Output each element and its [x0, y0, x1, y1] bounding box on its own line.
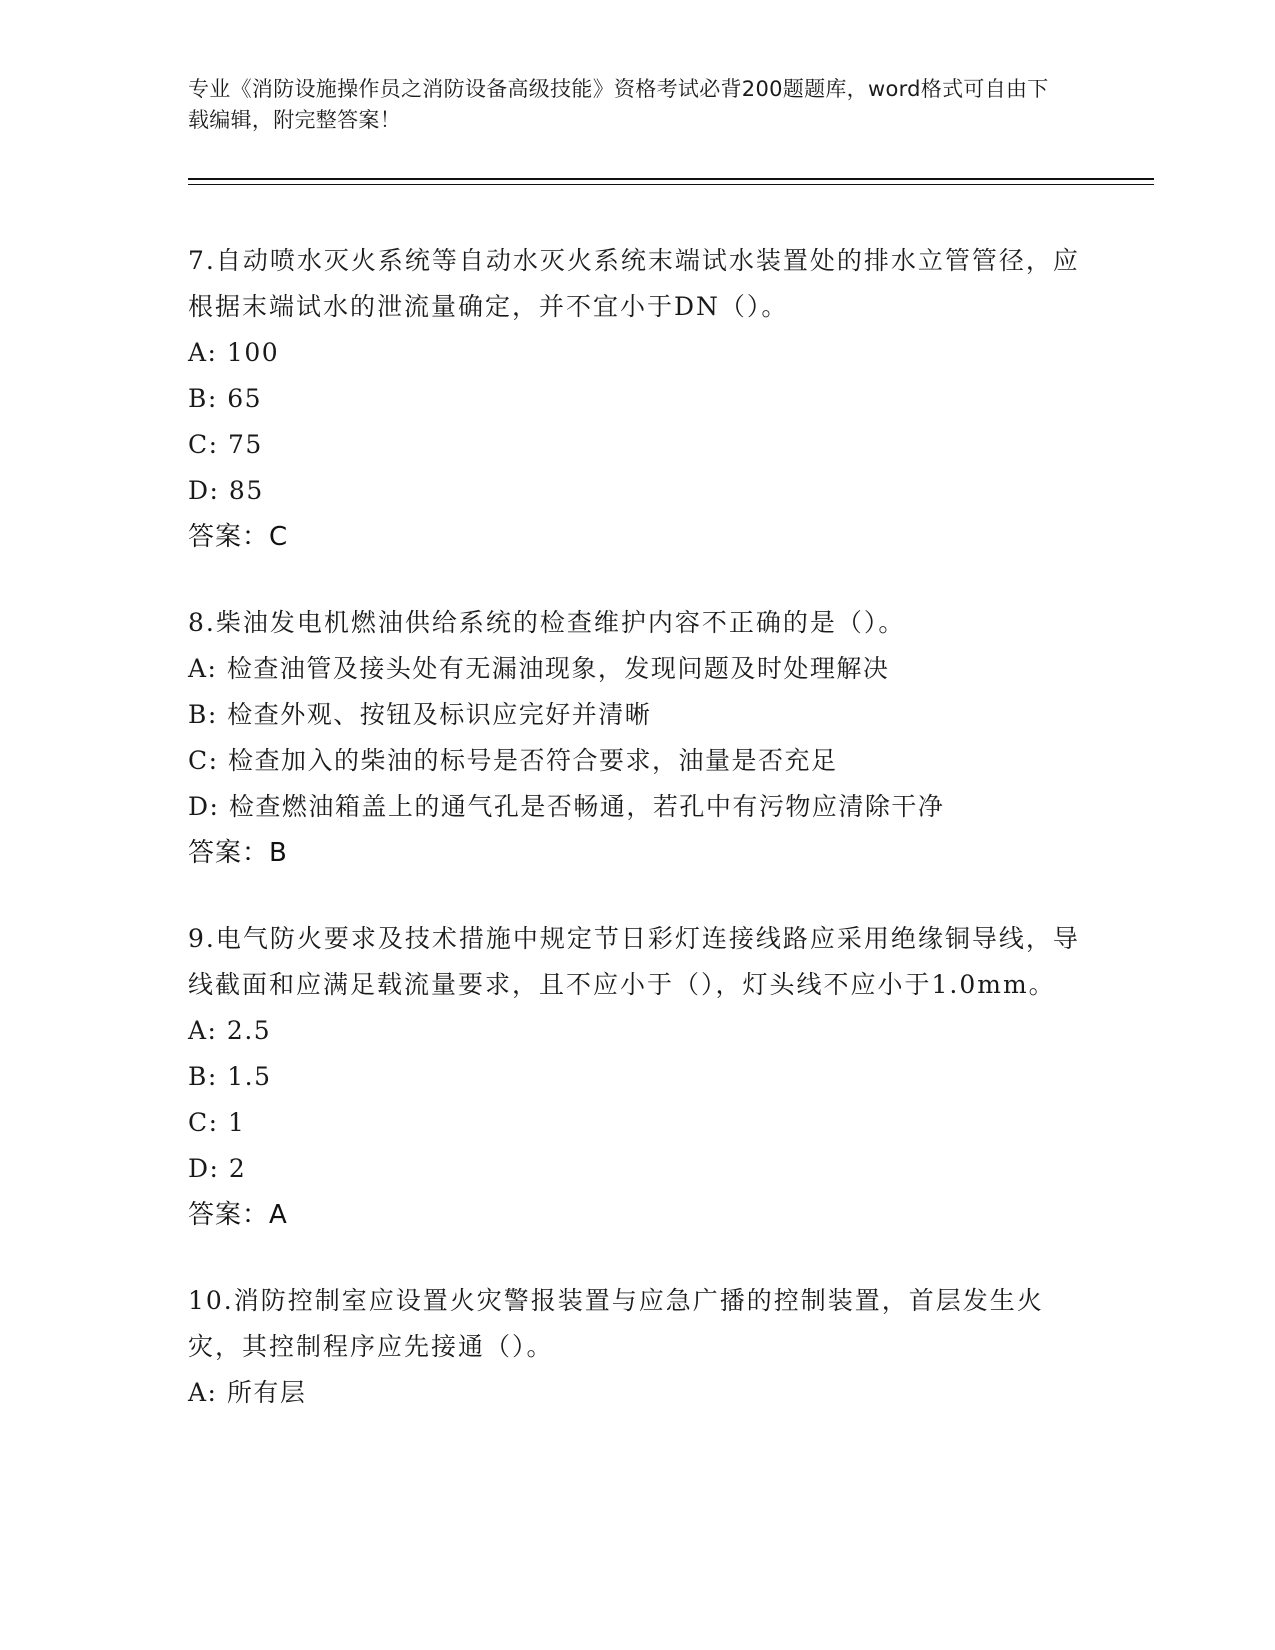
option-b: B: 65: [188, 384, 263, 413]
header-rule-thin: [188, 184, 1154, 185]
option-c: C: 1: [188, 1108, 246, 1137]
question-text: 9.电气防火要求及技术措施中规定节日彩灯连接线路应采用绝缘铜导线，导线截面和应满足载流量要求，且不应小于（），灯头线不应小于1.0mm。: [188, 924, 1080, 999]
option-d: D: 检查燃油箱盖上的通气孔是否畅通，若孔中有污物应清除干净: [188, 792, 945, 821]
question-8: [188, 600, 1088, 876]
option-b: B: 1.5: [188, 1062, 272, 1091]
header-rule-thick: [188, 178, 1154, 180]
option-c: C: 检查加入的柴油的标号是否符合要求，油量是否充足: [188, 746, 838, 775]
question-9: [188, 916, 1088, 1238]
answer: 答案：B: [188, 838, 288, 868]
option-a: A: 所有层: [188, 1378, 307, 1407]
question-list: [188, 238, 1088, 1456]
answer: 答案：C: [188, 522, 289, 552]
option-d: D: 2: [188, 1154, 247, 1183]
question-10: [188, 1278, 1088, 1416]
option-a: A: 2.5: [188, 1016, 272, 1045]
answer: 答案：A: [188, 1200, 288, 1230]
question-7: [188, 238, 1088, 560]
document-header: 专业《消防设施操作员之消防设备高级技能》资格考试必背200题题库，word格式可自由下载编辑，附完整答案！: [188, 77, 1049, 132]
option-c: C: 75: [188, 430, 263, 459]
question-text: 10.消防控制室应设置火灾警报装置与应急广播的控制装置，首层发生火灾，其控制程序应先接通（）。: [188, 1286, 1044, 1361]
option-a: A: 检查油管及接头处有无漏油现象，发现问题及时处理解决: [188, 654, 890, 683]
question-text: 7.自动喷水灭火系统等自动水灭火系统末端试水装置处的排水立管管径，应根据末端试水的泄流量确定，并不宜小于DN（）。: [188, 246, 1080, 321]
option-a: A: 100: [188, 338, 280, 367]
option-b: B: 检查外观、按钮及标识应完好并清晰: [188, 700, 652, 729]
question-text: 8.柴油发电机燃油供给系统的检查维护内容不正确的是（）。: [188, 608, 906, 637]
option-d: D: 85: [188, 476, 264, 505]
